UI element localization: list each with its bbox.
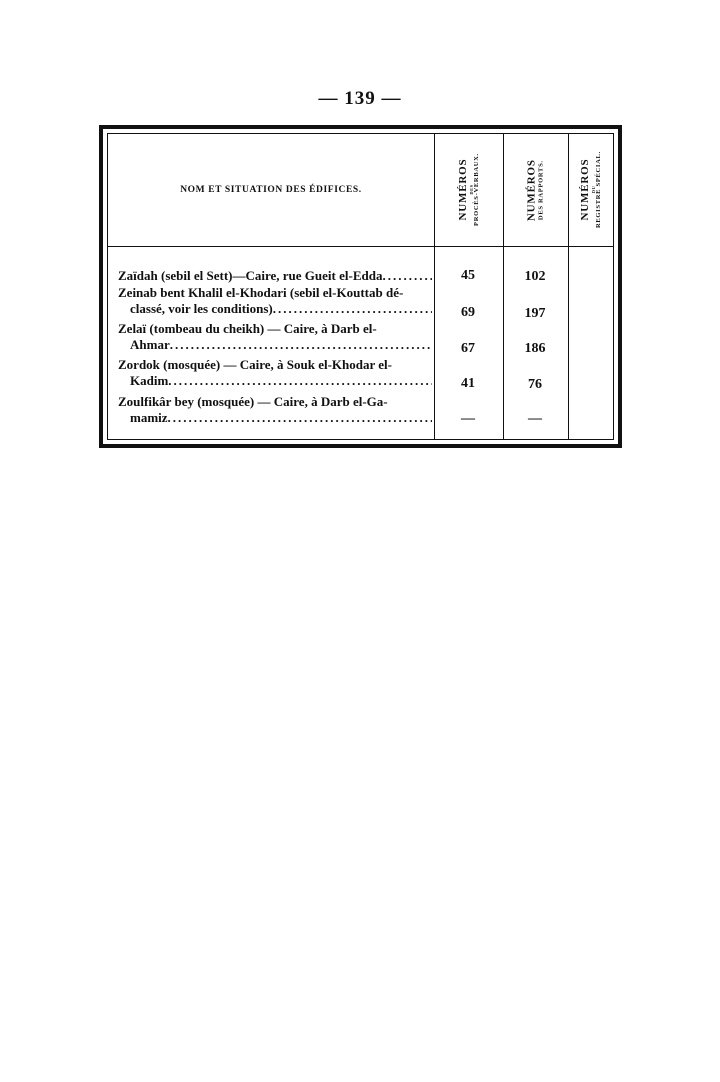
- leader-dots: [168, 373, 432, 389]
- table-inner-border: [107, 133, 614, 440]
- row-rapports: 76: [528, 377, 542, 392]
- header-col3-line2: DU: [590, 186, 596, 194]
- header-col1-line3: PROCÈS-VERBAUX.: [472, 153, 480, 227]
- page-number: — 139 —: [318, 88, 402, 109]
- header-proces-verbaux: [435, 134, 503, 246]
- edifices-table: [99, 125, 622, 448]
- header-col2-line1: NUMÉROS: [525, 159, 538, 221]
- row-name-line2: mamiz: [130, 410, 168, 425]
- header-col1-line2: DES: [468, 184, 474, 196]
- row-name-line1: Zordok (mosquée) — Caire, à Souk el-Khodar el-: [118, 357, 392, 372]
- row-proces-verbaux: 67: [461, 341, 475, 356]
- header-divider: [108, 246, 613, 247]
- header-col2-line2: DES RAPPORTS.: [537, 160, 545, 220]
- row-name-line1: Zelaï (tombeau du cheikh) — Caire, à Darb el-: [118, 321, 377, 336]
- row-proces-verbaux: 69: [461, 305, 475, 320]
- table-row: [118, 268, 432, 284]
- row-rapports: 197: [524, 306, 546, 321]
- row-name-line1: Zoulfikâr bey (mosquée) — Caire, à Darb el-Ga-: [118, 394, 388, 409]
- table-row: [118, 321, 432, 353]
- leader-dots: [382, 268, 432, 284]
- leader-dots: [168, 410, 432, 426]
- table-row: [118, 394, 432, 426]
- leader-dots: [170, 337, 432, 353]
- row-proces-verbaux: 45: [461, 268, 475, 283]
- header-col3-line1: NUMÉROS: [578, 159, 591, 221]
- row-name-line1: Zaïdah (sebil el Sett)—Caire, rue Gueit el-Edda: [118, 268, 383, 283]
- header-registre-special: [569, 134, 614, 246]
- row-proces-verbaux: —: [461, 411, 475, 426]
- header-col1-line1: NUMÉROS: [456, 159, 469, 221]
- row-rapports: 102: [524, 269, 546, 284]
- row-name-line2: Ahmar: [130, 337, 170, 352]
- row-rapports: —: [528, 411, 542, 426]
- row-name-line1: Zeinab bent Khalil el-Khodari (sebil el-Kouttab dé-: [118, 285, 404, 300]
- row-proces-verbaux: 41: [461, 376, 475, 391]
- table-row: [118, 285, 432, 317]
- header-col3-line3: REGISTRE SPÉCIAL.: [595, 151, 603, 229]
- row-name-line2: Kadim: [130, 373, 169, 388]
- leader-dots: [273, 301, 432, 317]
- table-row: [118, 357, 432, 389]
- row-rapports: 186: [524, 341, 546, 356]
- row-name-line2: classé, voir les conditions): [130, 301, 273, 316]
- header-rapports: [504, 134, 568, 246]
- header-name-location: NOM ET SITUATION DES ÉDIFICES.: [180, 185, 362, 195]
